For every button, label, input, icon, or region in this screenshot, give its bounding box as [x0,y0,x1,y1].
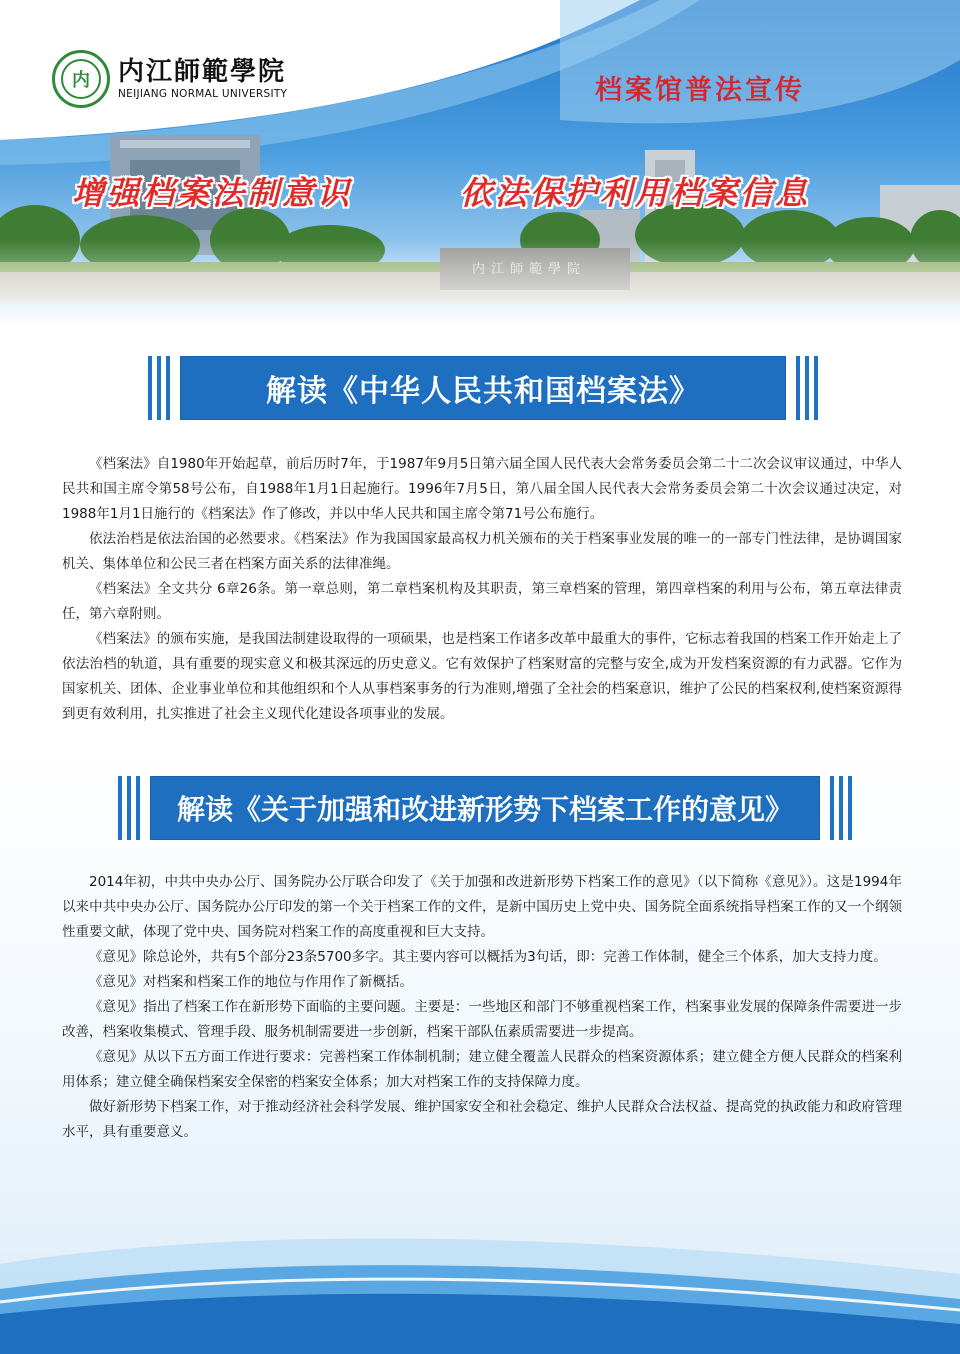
section1-paragraph: 《档案法》的颁布实施，是我国法制建设取得的一项硕果，也是档案工作诸多改革中最重大的事件，它标志着我国的档案工作开始走上了依法治档的轨道，具有重要的现实意义和极其深远的历史意义。它有效保护了档案财富的完整与安全,成为开发档案资源的有力武器。它作为国家机关、团体、企业事业单位和其他组织和个人从事档案事务的行为准则,增强了全社会的档案意识，维护了公民的档案权利,使档案资源得到更有效利用，扎实推进了社会主义现代化建设各项事业的发展。 [62,631,902,722]
heading-right-bars [796,356,818,420]
logo-english-name: NEIJIANG NORMAL UNIVERSITY [118,88,288,100]
section2-paragraph: 2014年初，中共中央办公厅、国务院办公厅联合印发了《关于加强和改进新形势下档案工作的意见》（以下简称《意见》）。这是1994年以来中共中央办公厅、国务院办公厅印发的第一个关于档案工作的文件，是新中国历史上党中央、国务院全面系统指导档案工作的又一个纲领性重要文献，体现了党中央、国务院对档案工作的高度重视和巨大支持。 [62,874,902,940]
section2-paragraph: 做好新形势下档案工作，对于推动经济社会科学发展、维护国家安全和社会稳定、维护人民群众合法权益、提高党的执政能力和政府管理水平，具有重要意义。 [62,1099,902,1140]
university-logo [52,50,287,108]
university-seal-icon [52,50,110,108]
section2-title: 解读《关于加强和改进新形势下档案工作的意见》 [150,776,820,840]
footer-waves [0,1204,960,1354]
section1-body [62,452,902,727]
heading-right-bars [830,776,852,840]
section2-paragraph: 《意见》指出了档案工作在新形势下面临的主要问题。主要是：一些地区和部门不够重视档案工作，档案事业发展的保障条件需要进一步改善，档案收集模式、管理手段、服务机制需要进一步创新，档案干部队伍素质需要进一步提高。 [62,999,902,1040]
section1-paragraph: 《档案法》自1980年开始起草，前后历时7年，于1987年9月5日第六届全国人民代表大会常务委员会第二十二次会议审议通过，中华人民共和国主席令第58号公布，自1988年1月1日起施行。1996年7月5日，第八届全国人民代表大会常务委员会第二十次会议通过决定，对1988年1月1日施行的《档案法》作了修改，并以中华人民共和国主席令第71号公布施行。 [62,456,902,522]
heading-left-bars [118,776,140,840]
poster-title-badge: 档案馆普法宣传 [595,75,805,106]
section1-paragraph: 《档案法》全文共分 6章26条。第一章总则，第二章档案机构及其职责，第三章档案的管理，第四章档案的利用与公布，第五章法律责任，第六章附则。 [62,581,902,622]
section2-paragraph: 《意见》从以下五方面工作进行要求：完善档案工作体制机制；建立健全覆盖人民群众的档案资源体系；建立健全方便人民群众的档案利用体系；建立健全确保档案安全保密的档案安全体系；加大对档案工作的支持保障力度。 [62,1049,902,1090]
section1-title: 解读《中华人民共和国档案法》 [180,356,786,420]
heading-left-bars [148,356,170,420]
section2-body [62,870,902,1145]
logo-chinese-name: 内江師範學院 [118,57,287,87]
logo-text [118,57,287,101]
gate-sign-text: 内江師範學院 [472,262,587,277]
section2-paragraph: 《意见》除总论外，共有5个部分23条5700多字。其主要内容可以概括为3句话，即：完善工作体制，健全三个体系，加大支持力度。 [89,949,887,965]
section2-paragraph: 《意见》对档案和档案工作的地位与作用作了新概括。 [89,974,413,990]
section1-paragraph: 依法治档是依法治国的必然要求。《档案法》作为我国国家最高权力机关颁布的关于档案事业发展的唯一的一部专门性法律，是协调国家机关、集体单位和公民三者在档案方面关系的法律准绳。 [62,531,902,572]
seal-glyph: 内 [61,59,101,99]
slogan-left: 增强档案法制意识 [72,174,353,212]
header-banner [0,0,960,330]
section1-heading [148,356,818,420]
slogan-right: 依法保护利用档案信息 [460,174,811,212]
section2-heading [118,776,852,840]
